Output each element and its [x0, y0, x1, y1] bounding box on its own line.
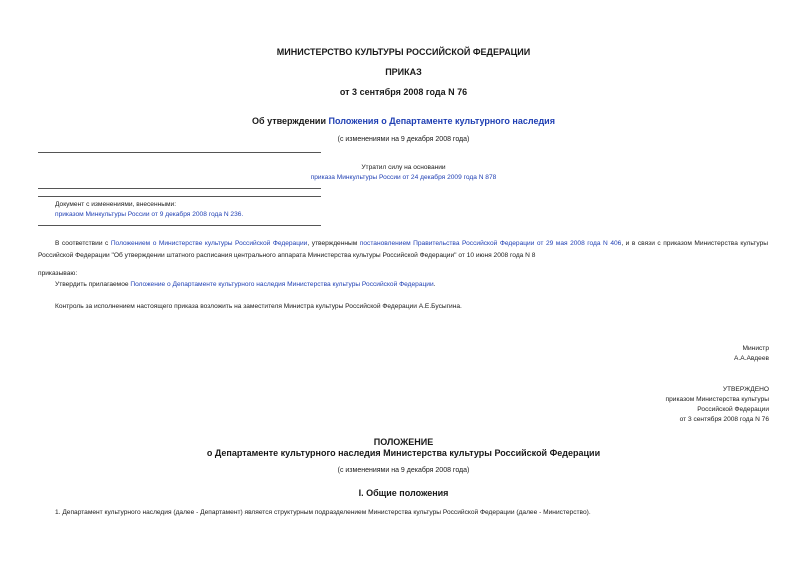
preamble-text: , и в связи с приказом Министерства культуры Российской Федерации "Об утверждении штатного расписания центрального аппарата Министерства культуры Российской Федерации" от 10 июня 2008 года N 8: [38, 240, 768, 259]
divider: [38, 152, 321, 153]
government-decree-link[interactable]: постановлением Правительства Российской Федерации от 29 мая 2008 года N 406: [359, 240, 622, 247]
item1-suffix: .: [433, 281, 436, 288]
order-type: ПРИКАЗ: [385, 67, 422, 77]
approved-line-2: приказом Министерства культуры: [665, 396, 769, 403]
approved-line-3: Российской Федерации: [697, 406, 769, 413]
changes-link[interactable]: приказом Минкультуры России от 9 декабря 2008 года N 236.: [55, 211, 244, 218]
divider: [38, 196, 321, 197]
ministry-regulation-link[interactable]: Положением о Министерстве культуры Российской Федерации: [110, 240, 308, 247]
ministry-heading: МИНИСТЕРСТВО КУЛЬТУРЫ РОССИЙСКОЙ ФЕДЕРАЦИИ: [276, 47, 531, 57]
item1-prefix: Утвердить прилагаемое: [55, 281, 131, 288]
preamble-paragraph: [38, 238, 768, 262]
regulation-amended-note: (с изменениями на 9 декабря 2008 года): [337, 467, 470, 474]
clause-1: 1. Департамент культурного наследия (далее - Департамент) является структурным подразделением Министерства культуры Российской Федерации (далее - Министерство).: [55, 509, 591, 516]
title-link[interactable]: Положения о Департаменте культурного наследия: [328, 116, 555, 126]
expired-text: Утратил силу на основании: [361, 164, 446, 171]
expired-link[interactable]: приказа Минкультуры России от 24 декабря 2009 года N 878: [310, 174, 497, 181]
divider: [38, 188, 321, 189]
order-item-2: Контроль за исполнением настоящего приказа возложить на заместителя Министра культуры Российской Федерации А.Е.Бусыгина.: [55, 303, 462, 310]
signature-position: Министр: [742, 345, 769, 352]
regulation-title: ПОЛОЖЕНИЕ: [373, 437, 434, 447]
document-title: [0, 116, 807, 126]
divider: [38, 225, 321, 226]
preamble-text: , утвержденным: [307, 240, 360, 247]
preamble-text: В соответствии с: [55, 240, 111, 247]
order-date-number: от 3 сентября 2008 года N 76: [339, 87, 468, 97]
approved-line-4: от 3 сентября 2008 года N 76: [679, 416, 769, 423]
section-heading: I. Общие положения: [358, 488, 449, 498]
amended-note: (с изменениями на 9 декабря 2008 года): [337, 136, 470, 143]
regulation-subtitle: о Департаменте культурного наследия Министерства культуры Российской Федерации: [206, 448, 601, 458]
approved-line-1: УТВЕРЖДЕНО: [722, 386, 769, 393]
order-item-1: [55, 281, 435, 288]
regulation-link[interactable]: Положение о Департаменте культурного наследия Министерства культуры Российской Федерации: [130, 281, 434, 288]
changes-label: Документ с изменениями, внесенными:: [55, 201, 177, 208]
title-prefix: Об утверждении: [252, 116, 329, 126]
orders-word: приказываю:: [38, 270, 78, 277]
signature-name: А.А.Авдеев: [734, 355, 769, 362]
